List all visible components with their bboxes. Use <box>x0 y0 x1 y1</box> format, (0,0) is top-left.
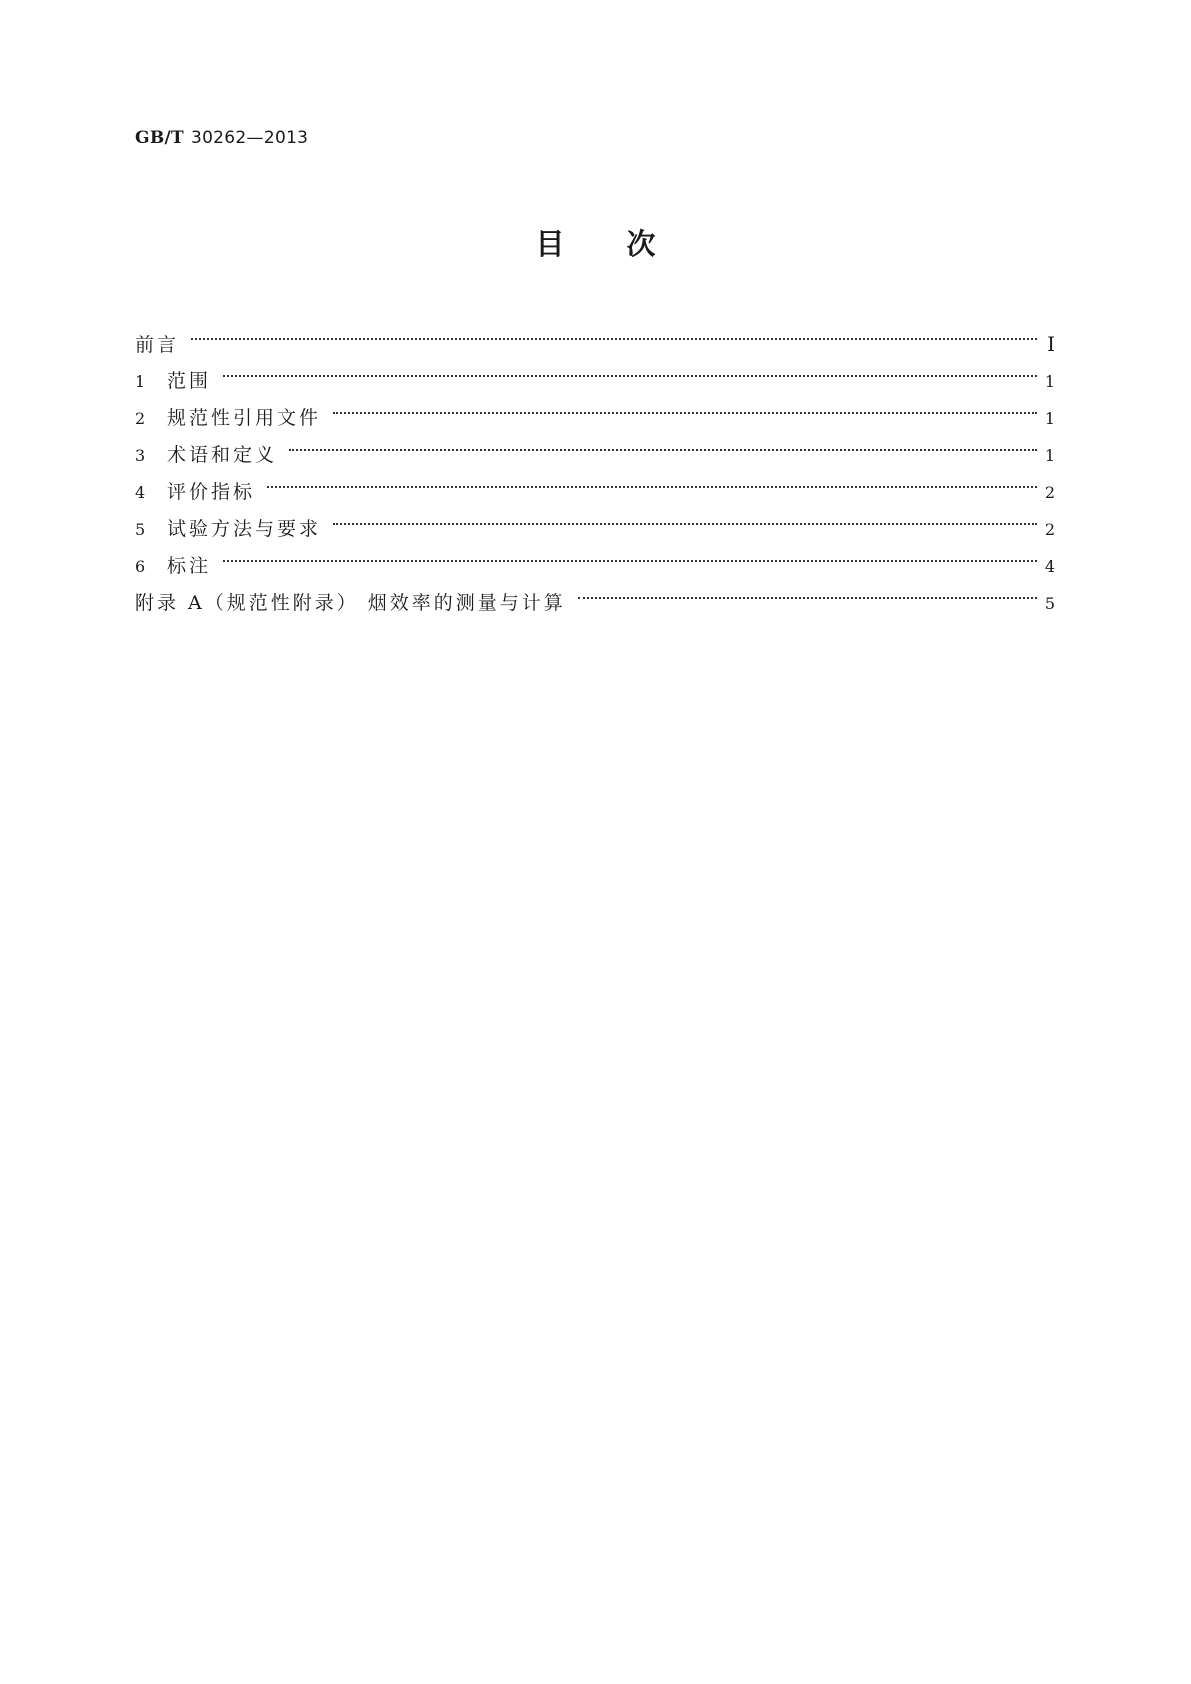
toc-dot-leader <box>333 523 1037 525</box>
document-code-number: 30262—2013 <box>190 128 309 148</box>
toc-dot-leader <box>578 597 1037 599</box>
toc-entry-number: 6 <box>135 557 146 576</box>
page-title-char: 目 <box>535 227 565 261</box>
toc-dot-leader <box>223 560 1037 562</box>
page-title-char: 次 <box>626 227 656 261</box>
table-of-contents <box>135 326 1055 622</box>
toc-entry-number: 1 <box>135 372 146 391</box>
toc-page-number: 2 <box>1044 483 1055 502</box>
toc-entry-number: 4 <box>135 483 146 502</box>
toc-page-number: 1 <box>1044 409 1055 428</box>
toc-entry-label: 评价指标 <box>167 481 256 503</box>
toc-dot-leader <box>191 338 1037 340</box>
toc-entry-label: 附录 A（规范性附录） 烟效率的测量与计算 <box>135 592 566 614</box>
document-code-prefix: GB/T <box>135 128 184 148</box>
toc-entry-annex-a[interactable] <box>135 585 1055 622</box>
toc-dot-leader <box>289 449 1037 451</box>
toc-entry-evaluation-indicators[interactable] <box>135 474 1055 511</box>
toc-dot-leader <box>223 375 1037 377</box>
toc-entry-number: 3 <box>135 446 146 465</box>
toc-page-number: 5 <box>1044 594 1055 613</box>
toc-entry-label: 标注 <box>167 555 212 577</box>
toc-entry-number: 5 <box>135 520 146 539</box>
toc-page-number: 1 <box>1044 446 1055 465</box>
toc-entry-normative-references[interactable] <box>135 400 1055 437</box>
toc-entry-number: 2 <box>135 409 146 428</box>
toc-dot-leader <box>333 412 1037 414</box>
document-code <box>135 126 308 150</box>
toc-entry-marking[interactable] <box>135 548 1055 585</box>
toc-page-number: 1 <box>1044 372 1055 391</box>
toc-entry-test-methods[interactable] <box>135 511 1055 548</box>
toc-page-number: Ⅰ <box>1047 332 1055 356</box>
toc-entry-label: 规范性引用文件 <box>167 407 322 429</box>
toc-entry-label: 术语和定义 <box>167 444 278 466</box>
toc-page-number: 4 <box>1044 557 1055 576</box>
toc-entry-terms-definitions[interactable] <box>135 437 1055 474</box>
toc-entry-foreword[interactable] <box>135 326 1055 363</box>
toc-dot-leader <box>267 486 1037 488</box>
toc-entry-label: 范围 <box>167 370 212 392</box>
toc-entry-label: 试验方法与要求 <box>167 518 322 540</box>
toc-entry-scope[interactable] <box>135 363 1055 400</box>
page-title <box>0 224 1191 264</box>
toc-entry-label: 前言 <box>135 334 180 356</box>
toc-page-number: 2 <box>1044 520 1055 539</box>
